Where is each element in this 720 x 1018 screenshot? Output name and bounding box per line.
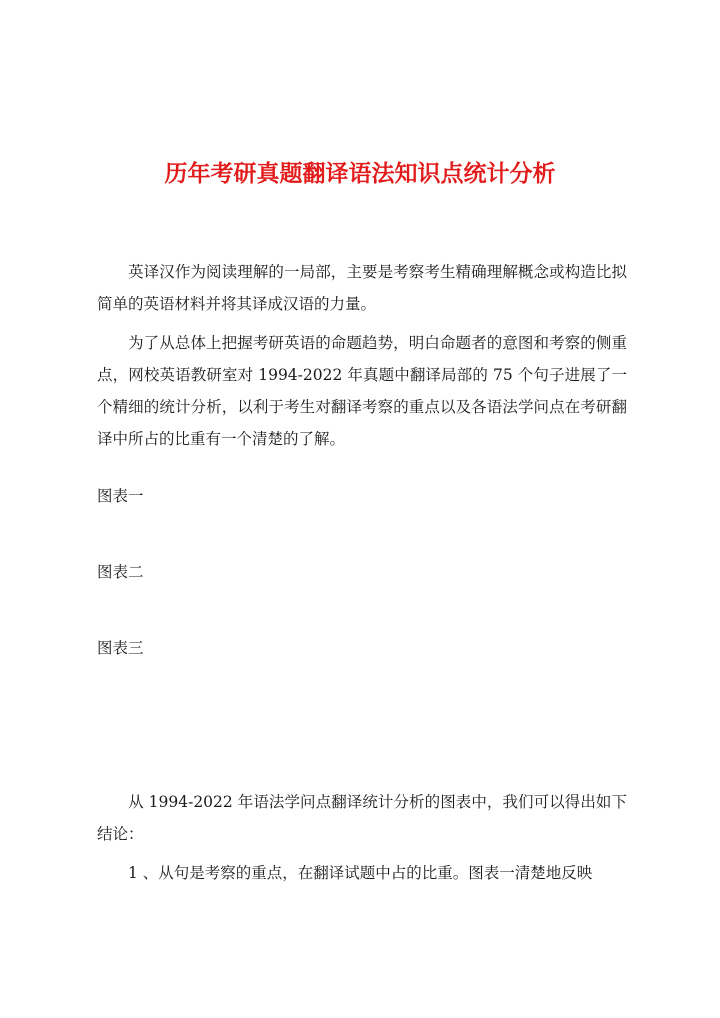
- conclusion-item-one-text: 1 、从句是考察的重点，在翻译试题中占的比重。图表一清楚地反映: [128, 864, 593, 882]
- conclusion-intro-paragraph: [97, 786, 627, 850]
- chart-label-two: 图表二: [97, 563, 144, 581]
- chart-label-one: 图表一: [97, 487, 144, 505]
- chart-label-three: 图表三: [97, 639, 144, 657]
- purpose-paragraph: [97, 327, 627, 455]
- page-title: 历年考研真题翻译语法知识点统计分析: [164, 160, 556, 187]
- purpose-paragraph-text: 为了从总体上把握考研英语的命题趋势，明白命题者的意图和考察的侧重点，网校英语教研室对 1994-2022 年真题中翻译局部的 75 个句子进展了一个精细的统计分析，以利于考生对翻译考察的重点以及各语法学问点在考研翻译中所占的比重有一个清楚的了解。: [97, 334, 627, 448]
- conclusion-intro-text: 从 1994-2022 年语法学问点翻译统计分析的图表中，我们可以得出如下结论：: [97, 793, 627, 843]
- intro-paragraph-text: 英译汉作为阅读理解的一局部，主要是考察考生精确理解概念或构造比拟简单的英语材料并将其译成汉语的力量。: [97, 263, 627, 313]
- intro-paragraph: [97, 256, 627, 320]
- conclusion-item-one: [97, 857, 627, 889]
